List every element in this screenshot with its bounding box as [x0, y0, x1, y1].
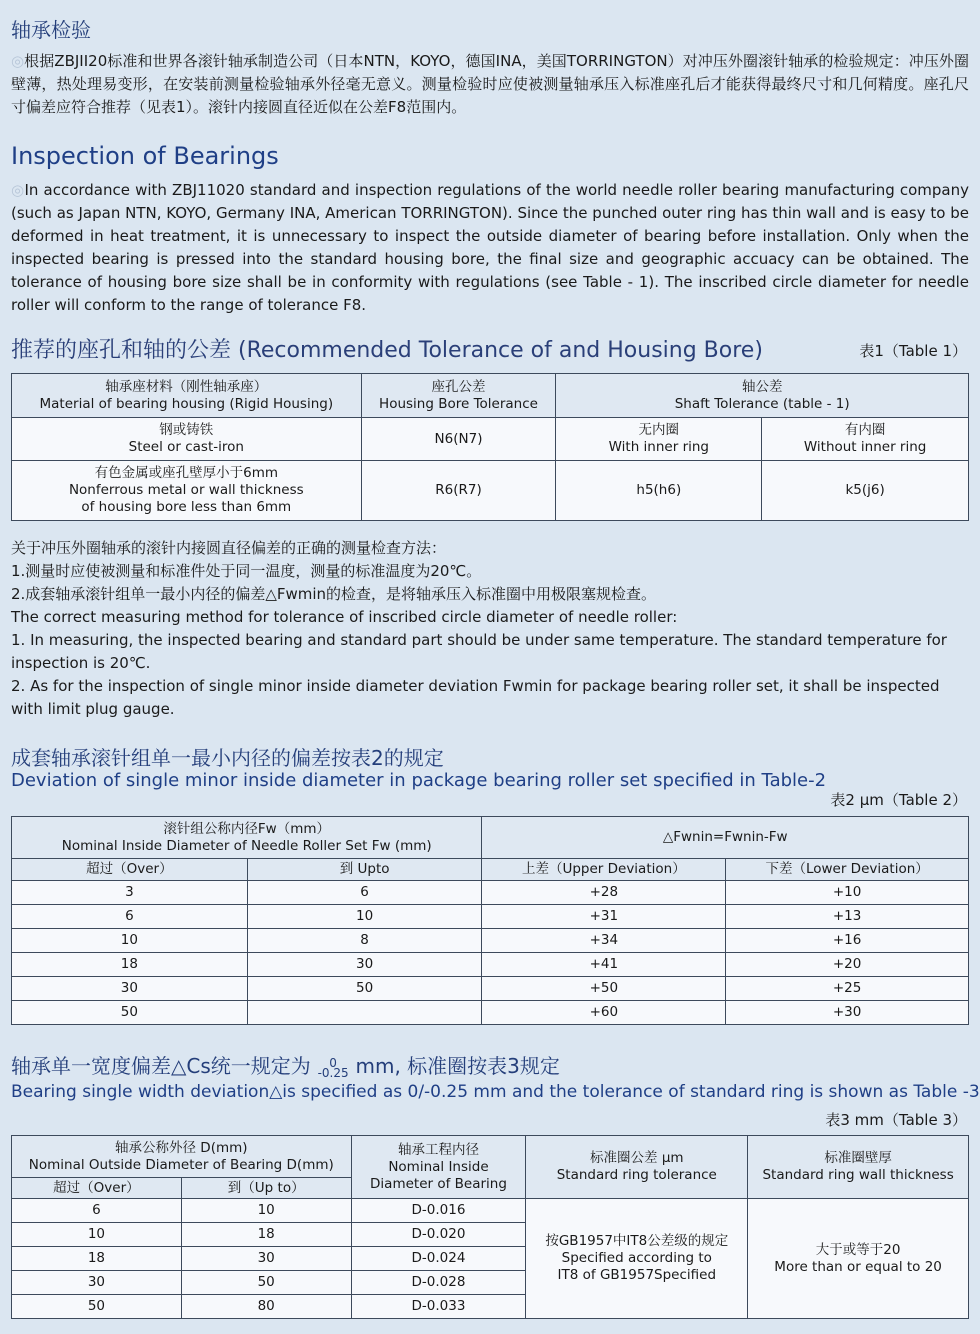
method-line-cn: 关于冲压外圈轴承的滚针内接圆直径偏差的正确的测量检查方法： — [11, 539, 447, 557]
table-cell: 30 — [247, 953, 482, 977]
cell-text: 大于或等于20 — [815, 1241, 901, 1258]
bullet-icon: ◎ — [11, 52, 25, 70]
table-cell: +20 — [726, 953, 969, 977]
table-cell: 80 — [181, 1295, 351, 1319]
method-line-en: 1. In measuring, the inspected bearing and standard part should be under same temperature. The standard temperature for inspection is 20℃. — [11, 631, 947, 672]
table3 — [11, 1135, 969, 1319]
header-text: 滚针组公称内径Fw（mm） — [163, 820, 331, 837]
table3-title-cn — [11, 1050, 560, 1079]
table-cell: 10 — [247, 905, 482, 929]
table-cell: +16 — [726, 929, 969, 953]
table3-label: 表3 mm（Table 3） — [825, 1111, 967, 1129]
table3-tolerance-cell — [526, 1199, 748, 1319]
table-cell: D-0.024 — [351, 1247, 526, 1271]
table3-header-tolerance — [526, 1136, 748, 1199]
table-cell: 30 — [181, 1247, 351, 1271]
cell-text: Steel or cast-iron — [128, 439, 244, 455]
table1 — [11, 373, 969, 521]
cell-text: More than or equal to 20 — [774, 1258, 942, 1275]
header-text: 轴承公称外径 D(mm) — [115, 1139, 248, 1156]
table-row — [12, 418, 969, 461]
table1-header-material — [12, 374, 362, 418]
table-cell: 50 — [247, 977, 482, 1001]
table-cell — [247, 1001, 482, 1025]
table-cell: +41 — [482, 953, 726, 977]
table-row — [12, 881, 969, 905]
cell-text: of housing bore less than 6mm — [81, 499, 292, 515]
header-text: Material of bearing housing (Rigid Housing) — [39, 395, 334, 412]
table-cell: +30 — [726, 1001, 969, 1025]
header-text: 轴公差 — [741, 378, 783, 395]
method-line-en: The correct measuring method for tolerance of inscribed circle diameter of needle roller: — [11, 608, 678, 626]
cell-text: IT8 of GB1957Specified — [557, 1267, 717, 1283]
table2-header-over: 超过（Over） — [12, 859, 248, 881]
table1-header-bore — [361, 374, 556, 418]
title-text: 轴承单一宽度偏差△Cs统一规定为 — [11, 1054, 311, 1078]
table-cell: +50 — [482, 977, 726, 1001]
table2 — [11, 816, 969, 1025]
table2-header-lower: 下差（Lower Deviation） — [726, 859, 969, 881]
table-cell: D-0.020 — [351, 1223, 526, 1247]
header-text: 轴承工程内径 — [397, 1141, 479, 1158]
method-line-cn: 1.测量时应使被测量和标准件处于同一温度，测量的标准温度为20℃。 — [11, 562, 482, 580]
table-cell: +28 — [482, 881, 726, 905]
intro-paragraph-cn — [11, 50, 969, 119]
table1-title: 推荐的座孔和轴的公差 (Recommended Tolerance of and Housing Bore) — [11, 338, 763, 363]
header-text: Standard ring tolerance — [556, 1167, 717, 1183]
method-line-en: 2. As for the inspection of single minor inside diameter deviation Fwmin for package bearing roller set, it shall be inspected with limit plug gauge. — [11, 677, 940, 718]
header-text: Nominal Inside Diameter of Needle Roller Set Fw (mm) — [61, 837, 432, 854]
header-text: 标准圈壁厚 — [824, 1150, 892, 1166]
table2-header-upto: 到 Upto — [247, 859, 482, 881]
table-cell: 6 — [12, 905, 248, 929]
table3-header-over: 超过（Over） — [12, 1178, 182, 1199]
table2-header-delta: △Fwnin=Fwnin-Fw — [482, 817, 969, 859]
table1-header-shaft — [556, 374, 969, 418]
table2-header-upper: 上差（Upper Deviation） — [482, 859, 726, 881]
table-cell: D-0.016 — [351, 1199, 526, 1223]
table3-header-od — [12, 1136, 352, 1178]
table-cell: 50 — [181, 1271, 351, 1295]
table-row — [12, 1001, 969, 1025]
table-cell: +34 — [482, 929, 726, 953]
table-cell: 18 — [181, 1223, 351, 1247]
header-text: Diameter of Bearing — [370, 1175, 507, 1192]
table-cell: 30 — [12, 977, 248, 1001]
table2-label: 表2 μm（Table 2） — [830, 791, 967, 809]
table2-title-cn: 成套轴承滚针组单一最小内径的偏差按表2的规定 — [11, 746, 444, 770]
method-line-cn: 2.成套轴承滚针组单一最小内径的偏差△Fwmin的检查，是将轴承压入标准圈中用极限塞规检查。 — [11, 585, 657, 603]
header-text: Shaft Tolerance (table - 1) — [674, 395, 850, 412]
table-cell — [556, 418, 762, 461]
table-cell: +10 — [726, 881, 969, 905]
header-text: Housing Bore Tolerance — [379, 395, 538, 412]
table-row — [12, 1199, 969, 1223]
cell-text: 有色金属或座孔壁厚小于6mm — [94, 465, 278, 481]
tolerance-bottom: -0.25 — [317, 1065, 349, 1080]
section-title-cn: 轴承检验 — [11, 18, 91, 42]
cell-text: Nonferrous metal or wall thickness — [68, 482, 304, 498]
table-row — [12, 461, 969, 521]
table-cell: N6(N7) — [361, 418, 556, 461]
intro-paragraph-en — [11, 179, 969, 317]
cell-text: 无内圈 — [638, 422, 680, 438]
table-row — [12, 905, 969, 929]
table-cell: D-0.033 — [351, 1295, 526, 1319]
table-cell: +13 — [726, 905, 969, 929]
table2-title-en: Deviation of single minor inside diameter in package bearing roller set specified in Table-2 — [11, 770, 827, 791]
table-row — [12, 953, 969, 977]
method-block — [11, 537, 969, 721]
table3-header-wall — [748, 1136, 969, 1199]
table-cell: 50 — [12, 1001, 248, 1025]
table-cell: 30 — [12, 1271, 182, 1295]
table-cell: 3 — [12, 881, 248, 905]
table-row — [12, 977, 969, 1001]
header-text: Nominal Inside — [388, 1158, 489, 1175]
table-cell: 8 — [247, 929, 482, 953]
table-cell — [12, 418, 362, 461]
table-cell: 10 — [12, 1223, 182, 1247]
table3-wall-cell — [748, 1199, 969, 1319]
table-cell — [762, 418, 969, 461]
table-cell — [12, 461, 362, 521]
table3-title-en: Bearing single width deviation△is specified as 0/-0.25 mm and the tolerance of standard ring is shown as Table -3 — [11, 1082, 980, 1102]
table-cell: k5(j6) — [762, 461, 969, 521]
section-title-en: Inspection of Bearings — [11, 142, 279, 170]
table2-header-nominal — [12, 817, 482, 859]
table-cell: +25 — [726, 977, 969, 1001]
bullet-icon: ◎ — [11, 181, 25, 199]
table-row — [12, 929, 969, 953]
tolerance-top: 0 — [329, 1055, 337, 1070]
cell-text: 按GB1957中IT8公差级的规定 — [545, 1233, 729, 1249]
cell-text: Without inner ring — [803, 439, 927, 455]
table-cell: 10 — [181, 1199, 351, 1223]
table-cell: 10 — [12, 929, 248, 953]
table-cell: 6 — [247, 881, 482, 905]
header-text: Standard ring wall thickness — [762, 1167, 954, 1183]
table-cell: 18 — [12, 953, 248, 977]
cell-text: 有内圈 — [844, 422, 886, 438]
cell-text: Specified according to — [561, 1250, 712, 1266]
tolerance-fraction — [317, 1055, 349, 1080]
table3-header-upto: 到（Up to） — [181, 1178, 351, 1199]
table-cell: 18 — [12, 1247, 182, 1271]
table1-label: 表1（Table 1） — [859, 342, 967, 360]
table-cell: R6(R7) — [361, 461, 556, 521]
title-text: mm, 标准圈按表3规定 — [355, 1054, 560, 1078]
table-cell: h5(h6) — [556, 461, 762, 521]
cell-text: 钢或铸铁 — [159, 422, 214, 438]
intro-text-en: In accordance with ZBJ11020 standard and inspection regulations of the world needle roller bearing manufacturing company (such as Japan NTN, KOYO, Germany INA, American TORRINGTON). Since the punched outer ring has thin wall and is easy to be deformed in heat treatment, it is unnecessary to inspect the outside diameter of bearing before installation. Only when the inspected bearing is pressed into the standard housing bore, the final size and geographic accuacy can be obtained. The tolerance of housing bore size shall be in conformity with regulations (see Table - 1). The inscribed circle diameter for needle roller will conform to the range of tolerance F8. — [11, 181, 969, 314]
header-text: Nominal Outside Diameter of Bearing D(mm) — [28, 1156, 334, 1173]
table-cell: 6 — [12, 1199, 182, 1223]
table-cell: D-0.028 — [351, 1271, 526, 1295]
table-cell: +60 — [482, 1001, 726, 1025]
cell-text: With inner ring — [608, 439, 709, 455]
table3-header-id — [351, 1136, 526, 1199]
table-cell: +31 — [482, 905, 726, 929]
header-text: 标准圈公差 μm — [590, 1150, 684, 1166]
header-text: 座孔公差 — [431, 378, 486, 395]
intro-text-cn: 根据ZBJII20标准和世界各滚针轴承制造公司（日本NTN，KOYO，德国INA，美国TORRINGTON）对冲压外圈滚针轴承的检验规定：冲压外圈壁薄，热处理易变形，在安装前测量检验轴承外径毫无意义。测量检验时应使被测量轴承压入标准座孔后才能获得最终尺寸和几何精度。座孔尺寸偏差应符合推荐（见表1）。滚针内接圆直径近似在公差F8范围内。 — [11, 52, 969, 116]
table-cell: 50 — [12, 1295, 182, 1319]
header-text: 轴承座材料（刚性轴承座） — [105, 378, 268, 395]
